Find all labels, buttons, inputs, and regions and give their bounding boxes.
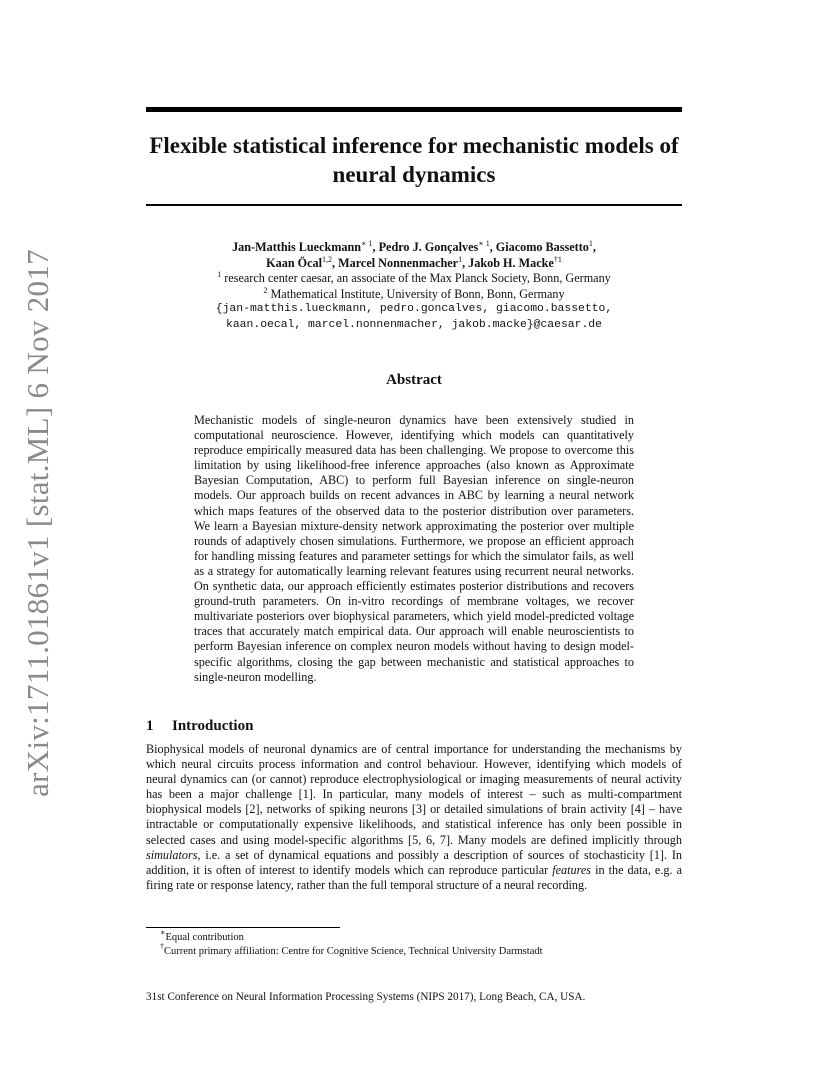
author-name: Jan-Matthis Lueckmann [232,240,362,254]
footnote-text: Equal contribution [165,932,244,943]
conference-footer: 31st Conference on Neural Information Processing Systems (NIPS 2017), Long Beach, CA, USA. [146,991,586,1003]
affiliation-text: Mathematical Institute, University of Bonn, Bonn, Germany [270,286,565,301]
author-block [146,240,682,334]
footnote-equal-contribution [160,928,244,944]
intro-text-part-3: in the data, e.g. a firing rate or response latency, rather than the full temporal structure of a neural recording. [146,862,682,892]
footnote-marker: † [160,942,164,951]
author-emails-line-1: {jan-matthis.lueckmann, pedro.goncalves, giacomo.bassetto, [215,303,613,316]
intro-emphasis-features: features [552,862,592,877]
author-marker: ∗ 1 [361,239,373,248]
abstract-text: Mechanistic models of single-neuron dynamics have been extensively studied in computational neuroscience. However, identifying which models can quantitatively reproduce empirically measured data has been challenging. We propose to overcome this limitation by using likelihood-free inference approaches (also known as Approximate Bayesian Computation, ABC) to perform full Bayesian inference on single-neuron models. Our approach builds on recent advances in ABC by learning a neural network which maps features of the observed data to the posterior distribution over parameters. We learn a Bayesian mixture-density network approximating the posterior over multiple rounds of adaptively chosen simulations. Furthermore, we propose an efficient approach for handling missing features and parameter settings for which the simulator fails, as well as a strategy for automatically learning relevant features using recurrent neural networks. On synthetic data, our approach efficiently estimates posterior distributions and recovers ground-truth parameters. On in-vitro recordings of membrane voltages, we recover multivariate posteriors over biophysical parameters, which yield model-predicted voltage traces that accurately match empirical data. Our approach will enable neuroscientists to perform Bayesian inference on complex neuron models without having to design model-specific algorithms, closing the gap between mechanistic and statistical approaches to single-neuron modelling. [194,413,634,684]
author-name: Jakob H. Macke [468,255,554,270]
affiliation-marker: 2 [263,285,268,295]
author-emails-line-2: kaan.oecal, marcel.nonnenmacher, jakob.macke}@caesar.de [226,318,602,331]
title-bottom-rule [146,204,682,206]
affiliation-text: research center caesar, an associate of the Max Planck Society, Bonn, Germany [224,271,611,286]
intro-text-part-2: , i.e. a set of dynamical equations and possibly a description of sources of stochasticity [1]. In addition, it is often of interest to identify models which can reproduce particular [146,847,682,877]
footnote-rule [146,927,340,928]
introduction-paragraph [146,742,682,893]
affiliation-1 [146,271,682,287]
affiliation-marker: 1 [217,270,222,280]
paper-title: Flexible statistical inference for mechanistic models of neural dynamics [149,133,679,187]
footnote-current-affiliation [160,942,543,958]
title-top-rule [146,107,682,112]
intro-emphasis-simulators: simulators [146,847,198,862]
section-number: 1 [146,718,154,734]
author-marker: 1,2 [322,254,333,264]
author-marker: ∗ 1 [478,239,490,248]
author-marker: 1 [588,239,593,248]
abstract-heading: Abstract [386,372,442,388]
arxiv-identifier-text: arXiv:1711.01861v1 [stat.ML] 6 Nov 2017 [20,249,55,797]
section-title: Introduction [172,718,254,734]
author-marker: 1 [458,254,463,264]
author-names-line-2: Kaan Öcal$^{1,2}$, Marcel Nonnenmacher$^1$, Jakob H. Macke$^{\dagger 1}$ [266,254,562,270]
footnote-text: Current primary affiliation: Centre for Cognitive Science, Technical University Darmstadt [164,946,543,957]
affiliation-2 [146,287,682,303]
intro-text-part-1: Biophysical models of neuronal dynamics are of central importance for understanding the mechanisms by which neural circuits process information and control behaviour. However, identifying which models of neural dynamics can (or cannot) reproduce electrophysiological or imaging measurements of neural activity has been a major challenge [1]. In particular, many models of interest – such as multi-compartment biophysical models [2], networks of spiking neurons [3] or detailed simulations of brain activity [4] – have intractable or computationally expensive likelihoods, and statistical inference has only been possible in selected cases and using model-specific algorithms [5, 6, 7]. Many models are defined implicitly through [146,742,682,847]
author-name: Giacomo Bassetto [495,240,589,254]
author-name: Marcel Nonnenmacher [338,255,459,270]
author-name: Kaan Öcal [266,255,323,270]
author-name: Pedro J. Gonçalves [378,240,479,254]
footnote-marker: ∗ [160,928,166,937]
author-marker: †1 [553,254,562,264]
author-names-line-1: Jan-Matthis Lueckmann$^{∗ 1}$, Pedro J. Gonçalves$^{∗ 1}$, Giacomo Bassetto$^1$, [232,239,596,254]
section-heading-introduction [146,718,253,735]
